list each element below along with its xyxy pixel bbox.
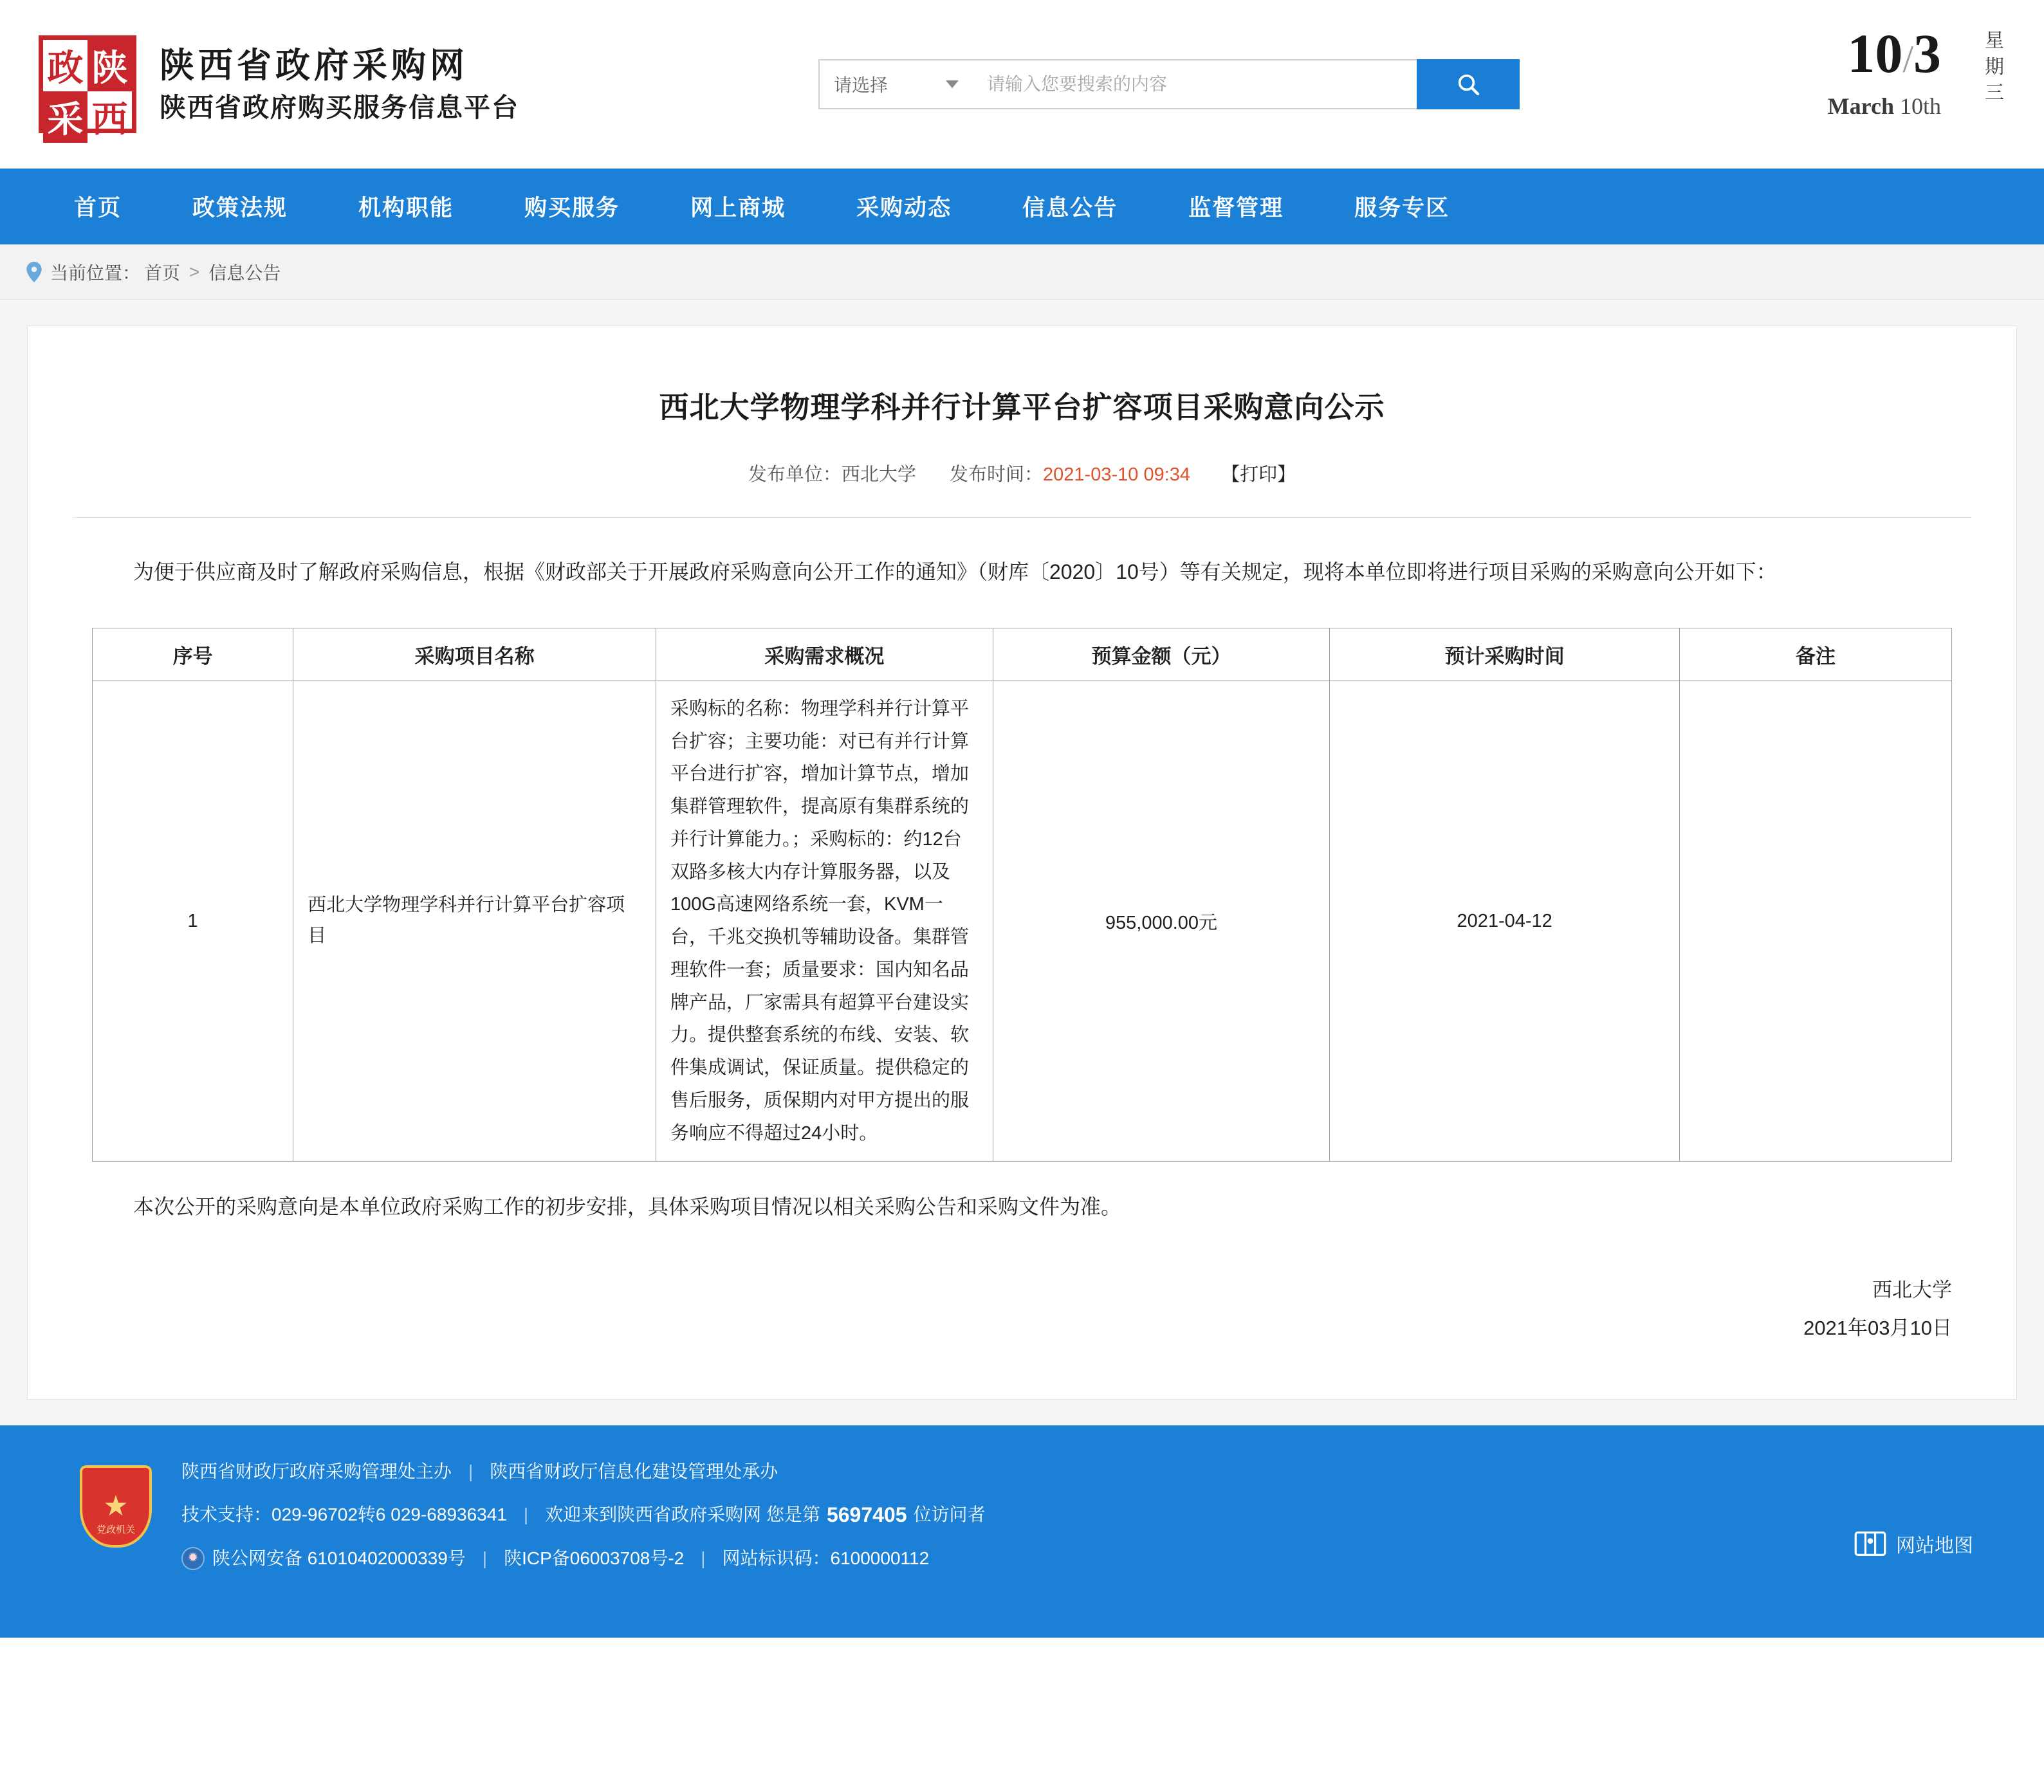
table-row <box>93 681 1952 1162</box>
logo-char-1: 政 <box>47 47 84 89</box>
col-expected-date: 预计采购时间 <box>1330 628 1680 681</box>
emblem-label: 党政机关 <box>96 1524 135 1535</box>
sitemap-link[interactable] <box>1854 1527 1973 1560</box>
date-day-en: 10th <box>1899 93 1941 119</box>
date-month-number: 10 <box>1847 23 1903 84</box>
closing-paragraph: 本次公开的采购意向是本单位政府采购工作的初步安排，具体采购项目情况以相关采购公告和采购文件为准。 <box>133 1195 1122 1219</box>
breadcrumb-separator: > <box>189 261 200 282</box>
search-category-select[interactable] <box>818 59 973 109</box>
site-identification-code: 网站标识码：6100000112 <box>722 1548 930 1569</box>
police-badge-icon: ✹ <box>181 1547 205 1570</box>
logo-char-2: 陕 <box>87 40 132 91</box>
nav-item-procurement-news[interactable]: 采购动态 <box>856 196 952 221</box>
search-bar[interactable] <box>818 59 1520 109</box>
government-emblem-icon <box>80 1465 152 1548</box>
search-input[interactable] <box>973 59 1417 109</box>
col-note: 备注 <box>1680 628 1952 681</box>
date-day-number: 3 <box>1913 23 1941 84</box>
cell-requirement: 采购标的名称：物理学科并行计算平台扩容；主要功能：对已有并行计算平台进行扩容，增加计算节点，增加集群管理软件，提高原有集群系统的并行计算能力。；采购标的：约12台双路多核大内存计算服务器，以及100G高速网络系统一套，KVM一台，千兆交换机等辅助设备。集群管理软件一套；质量要求：国内知名品牌产品，厂家需具有超算平台建设实力。提供整套系统的布线、安装、软件集成调试，保证质量。提供稳定的售后服务，质保期内对甲方提出的服务响应不得超过24小时。 <box>656 681 993 1162</box>
print-button[interactable]: 【打印】 <box>1221 464 1296 485</box>
footer-line-organizers <box>181 1460 2005 1483</box>
footer-host: 陕西省财政厅政府采购管理处主办 <box>181 1461 452 1481</box>
footer-divider-3: | <box>482 1548 488 1569</box>
icp-record[interactable]: 陕ICP备06003708号-2 <box>504 1548 685 1569</box>
star-icon: ★ <box>103 1490 129 1522</box>
col-budget: 预算金额（元） <box>993 628 1330 681</box>
procurement-intent-table <box>92 628 1952 1162</box>
footer-divider-2: | <box>523 1504 529 1525</box>
date-display <box>1827 23 1941 120</box>
intro-paragraph: 为便于供应商及时了解政府采购信息，根据《财政部关于开展政府采购意向公开工作的通知》（财库〔2020〕10号）等有关规定，现将本单位即将进行项目采购的采购意向公开如下： <box>133 560 1777 583</box>
page-title: 西北大学物理学科并行计算平台扩容项目采购意向公示 <box>659 390 1385 424</box>
document-meta <box>92 460 1952 486</box>
map-icon <box>1854 1527 1887 1560</box>
breadcrumb-home[interactable]: 首页 <box>144 262 181 283</box>
nav-item-policy[interactable]: 政策法规 <box>192 196 288 221</box>
publisher-label: 发布单位： <box>748 464 842 485</box>
page-body <box>0 300 2044 1425</box>
cell-note <box>1680 681 1952 1162</box>
visitor-count: 5697405 <box>826 1503 907 1526</box>
announcement-card <box>27 325 2017 1400</box>
logo-char-4: 西 <box>91 98 128 141</box>
visitor-welcome-suffix: 位访问者 <box>913 1504 986 1525</box>
footer-undertaker: 陕西省财政厅信息化建设管理处承办 <box>490 1461 778 1481</box>
date-weekday: 星期三 <box>1985 30 2004 104</box>
footer-line-support <box>181 1502 2005 1528</box>
nav-item-information-notice[interactable]: 信息公告 <box>1022 196 1118 221</box>
nav-item-purchase-service[interactable]: 购买服务 <box>524 196 620 221</box>
visitor-welcome-prefix: 欢迎来到陕西省政府采购网 您是第 <box>545 1504 820 1525</box>
nav-item-online-mall[interactable]: 网上商城 <box>690 196 786 221</box>
search-button[interactable] <box>1417 59 1520 109</box>
site-name: 陕西省政府采购网 <box>160 44 468 86</box>
support-value: 029-96702转6 029-68936341 <box>272 1504 507 1525</box>
site-logo[interactable] <box>39 35 519 141</box>
nav-item-supervision[interactable]: 监督管理 <box>1188 196 1284 221</box>
breadcrumb <box>0 244 2044 300</box>
date-slash: / <box>1902 38 1913 80</box>
cell-project-name: 西北大学物理学科并行计算平台扩容项目 <box>293 681 656 1162</box>
police-record[interactable]: 陕公网安备 61010402000339号 <box>212 1548 466 1569</box>
breadcrumb-current[interactable]: 信息公告 <box>208 262 281 283</box>
location-pin-icon <box>26 262 42 282</box>
footer-divider-4: | <box>701 1548 706 1569</box>
meta-divider <box>73 517 1971 518</box>
cell-expected-date: 2021-04-12 <box>1330 681 1680 1162</box>
nav-item-home[interactable]: 首页 <box>74 196 122 221</box>
main-nav <box>0 169 2044 244</box>
site-subtitle: 陕西省政府购买服务信息平台 <box>160 93 519 123</box>
col-requirement: 采购需求概况 <box>656 628 993 681</box>
footer-divider-1: | <box>468 1461 474 1481</box>
col-index: 序号 <box>93 628 293 681</box>
publisher-value: 西北大学 <box>841 464 916 485</box>
site-header <box>0 0 2044 169</box>
cell-index: 1 <box>93 681 293 1162</box>
col-project-name: 采购项目名称 <box>293 628 656 681</box>
site-footer <box>0 1425 2044 1638</box>
logo-mark-icon <box>39 35 136 141</box>
publish-time-label: 发布时间： <box>950 464 1044 485</box>
breadcrumb-prefix: 当前位置： <box>50 262 141 283</box>
signature-org: 西北大学 <box>1872 1279 1952 1302</box>
search-category-value: 请选择 <box>834 75 888 95</box>
footer-line-records <box>181 1547 2005 1570</box>
logo-char-3: 采 <box>43 91 87 143</box>
cell-budget: 955,000.00元 <box>993 681 1330 1162</box>
sitemap-label: 网站地图 <box>1896 1535 1973 1557</box>
support-label: 技术支持： <box>181 1504 272 1525</box>
search-icon <box>1455 71 1481 97</box>
signature-date: 2021年03月10日 <box>1803 1316 1952 1339</box>
nav-item-functions[interactable]: 机构职能 <box>358 196 454 221</box>
nav-item-service-zone[interactable]: 服务专区 <box>1354 196 1450 221</box>
signature-block <box>92 1272 1952 1348</box>
table-header-row <box>93 628 1952 681</box>
publish-time-value: 2021-03-10 09:34 <box>1043 464 1191 485</box>
chevron-down-icon <box>946 80 959 88</box>
date-month-en: March <box>1827 93 1894 119</box>
